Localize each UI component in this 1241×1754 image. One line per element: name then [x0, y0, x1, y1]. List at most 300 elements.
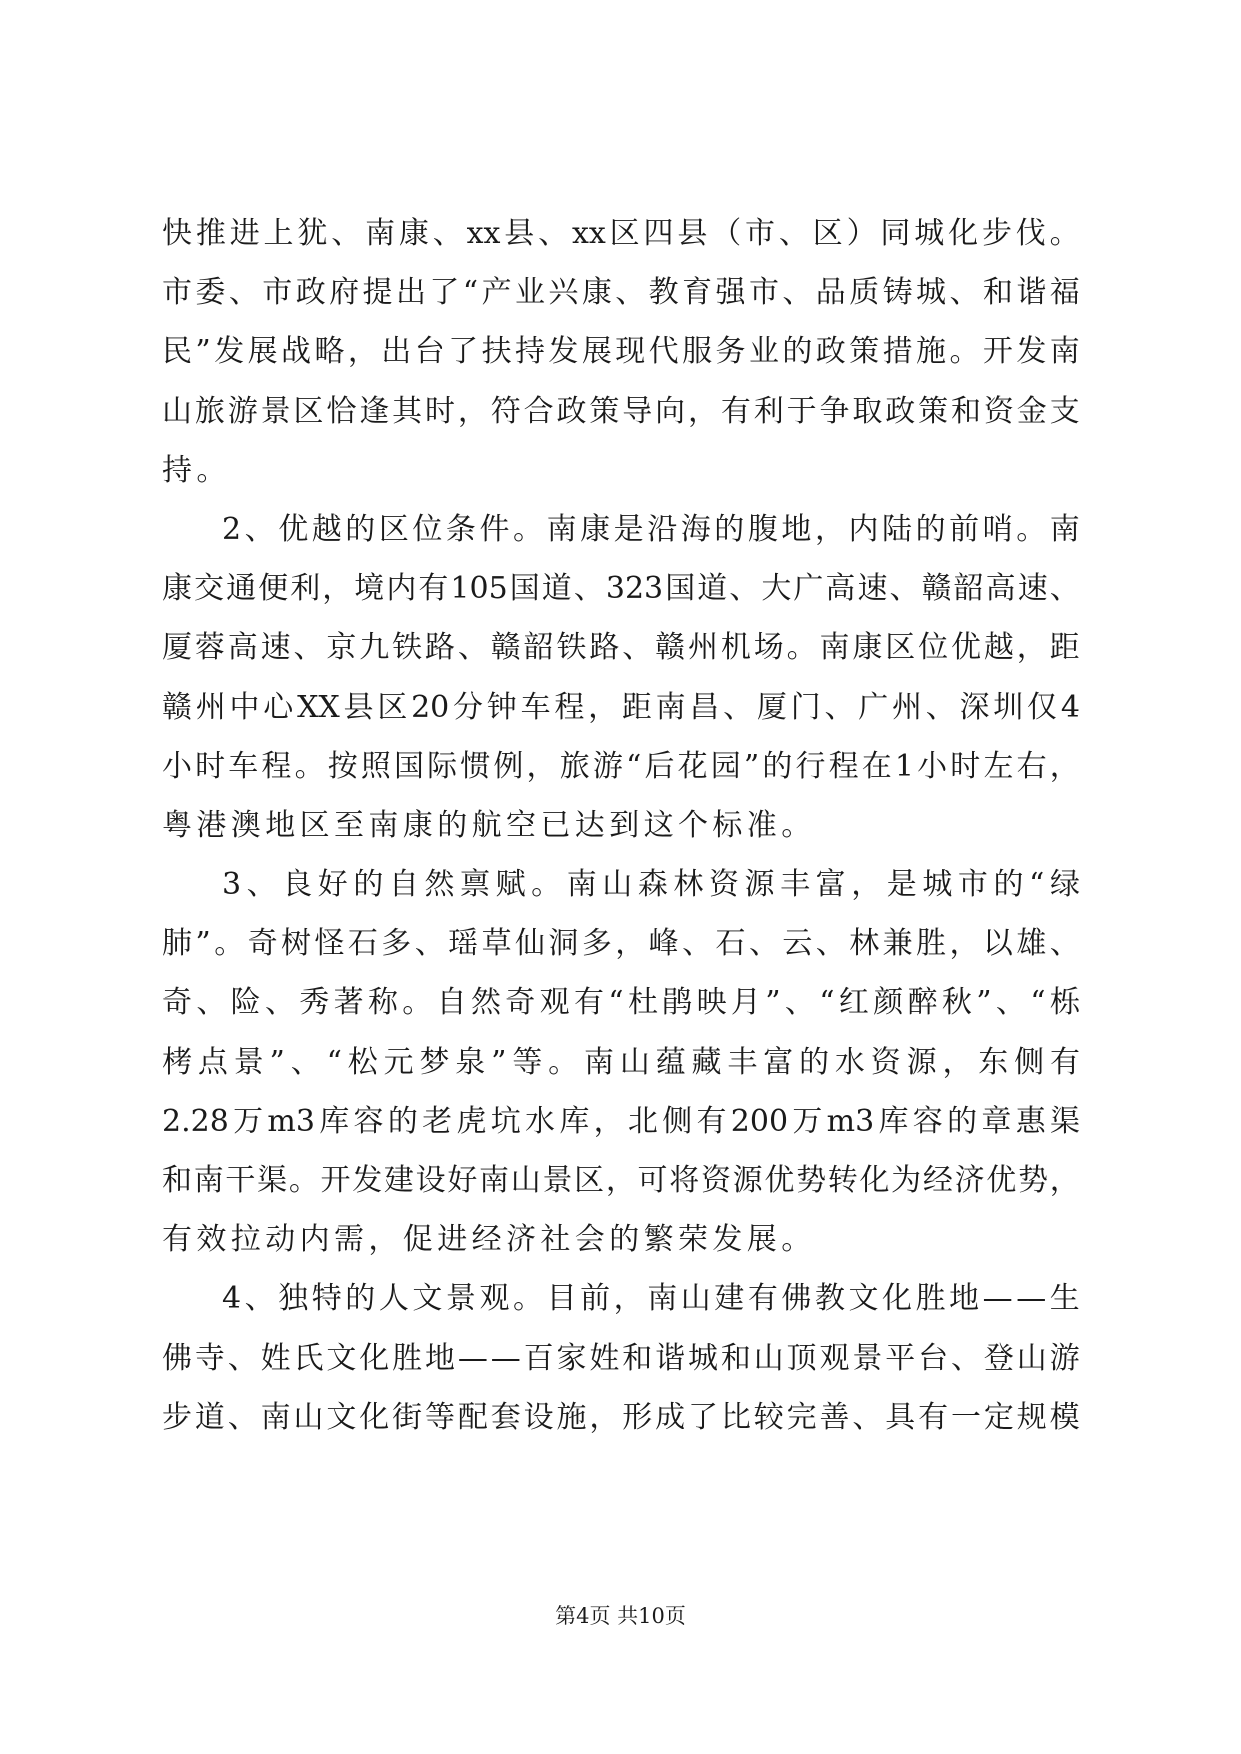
text-glyph: 惠: [1015, 1103, 1046, 1139]
text-glyph: 导: [622, 393, 653, 429]
text-glyph: 自: [436, 985, 467, 1021]
text-glyph: 康: [581, 275, 612, 311]
text-glyph: 街: [392, 1399, 423, 1435]
text-glyph: 绿: [1049, 867, 1080, 903]
text-glyph: 仙: [514, 926, 545, 962]
text-glyph: 源: [732, 1163, 763, 1198]
text-glyph: 南: [260, 1399, 291, 1435]
text-glyph: 施: [916, 334, 947, 370]
text-glyph: 康: [580, 511, 611, 547]
text-glyph: 地: [781, 511, 812, 547]
text-glyph: 等: [425, 1399, 455, 1435]
text-glyph: 经: [922, 1163, 953, 1198]
text-glyph: 强: [715, 275, 746, 311]
text-glyph: 距: [1049, 630, 1080, 666]
text-glyph: 。: [288, 1163, 319, 1198]
text-glyph: 施: [556, 1399, 587, 1435]
text-glyph: 例: [493, 748, 524, 784]
page-number-footer: 第4页 共10页: [555, 1604, 686, 1628]
text-glyph: 市: [745, 216, 776, 251]
text-glyph: 惯: [460, 748, 491, 784]
text-glyph: 山: [162, 393, 192, 429]
text-glyph: 便: [258, 571, 289, 607]
text-glyph: 观: [479, 1281, 510, 1317]
text-glyph: 源: [906, 1044, 937, 1080]
text-glyph: 大: [761, 571, 792, 607]
text-glyph: 州: [891, 689, 922, 725]
text-glyph: 良: [282, 867, 313, 903]
text-glyph: 县: [504, 216, 535, 251]
text-glyph: 转: [827, 1163, 858, 1198]
text-glyph: 产: [481, 275, 512, 311]
text-glyph: 高: [825, 571, 856, 607]
text-glyph: 、: [682, 926, 713, 962]
text-glyph: 氏: [293, 1340, 324, 1376]
text-glyph: 红: [838, 985, 869, 1021]
text-glyph: 内: [386, 571, 417, 607]
text-glyph: 了: [448, 334, 479, 370]
text-glyph: 优: [278, 511, 309, 547]
text-glyph: 山: [602, 867, 633, 903]
text-glyph: 坑: [490, 1103, 521, 1139]
text-glyph: 同: [880, 216, 911, 251]
text-glyph: 。: [513, 1281, 544, 1317]
text-glyph: 姓: [589, 1340, 620, 1376]
text-glyph: 将: [669, 1163, 700, 1198]
text-glyph: 广: [858, 689, 889, 725]
text-glyph: 济: [954, 1163, 985, 1198]
text-glyph: 教: [648, 275, 679, 311]
text-glyph: 时: [950, 748, 981, 784]
text-glyph: 区: [885, 630, 916, 666]
text-glyph: 渠: [257, 1163, 288, 1198]
text-glyph: ，: [688, 393, 718, 429]
text-glyph: 完: [786, 1399, 817, 1435]
text-glyph: 、: [264, 985, 295, 1021]
text-glyph: 套: [490, 1399, 521, 1435]
text-glyph: 。: [1049, 216, 1080, 251]
text-glyph: 交: [194, 571, 225, 607]
text-glyph: 、: [622, 630, 653, 666]
text-glyph: 、: [778, 216, 809, 251]
text-line: [162, 1388, 1080, 1447]
text-glyph: 后: [644, 748, 675, 784]
text-glyph: 出: [395, 275, 426, 311]
text-glyph: 1: [894, 748, 915, 784]
text-glyph: 水: [525, 1103, 556, 1139]
text-glyph: 顶: [786, 1340, 817, 1376]
text-glyph: ，: [615, 926, 646, 962]
text-glyph: 观: [819, 1340, 850, 1376]
text-glyph: 渠: [1049, 1103, 1080, 1139]
text-glyph: m3: [826, 1103, 875, 1139]
text-glyph: 民: [162, 334, 192, 370]
text-glyph: 可: [637, 1163, 668, 1198]
text-line: 有效拉动内需，促进经济社会的繁荣发展。: [162, 1222, 816, 1258]
text-glyph: 和: [982, 275, 1013, 311]
text-glyph: 好: [447, 1163, 478, 1198]
text-glyph: 内: [848, 511, 879, 547]
text-glyph: 策: [918, 393, 949, 429]
text-line: [162, 382, 1080, 441]
text-glyph: 游: [1049, 1340, 1080, 1376]
text-glyph: 速: [1017, 571, 1048, 607]
text-glyph: 然: [424, 867, 455, 903]
text-glyph: 胜: [392, 1340, 423, 1376]
text-glyph: “: [608, 985, 624, 1021]
text-glyph: “: [1029, 867, 1045, 903]
text-glyph: 水: [834, 1044, 865, 1080]
text-glyph: 南: [584, 1044, 614, 1080]
text-glyph: 323: [605, 571, 664, 607]
text-glyph: 程: [261, 748, 292, 784]
text-glyph: 丰: [727, 1044, 758, 1080]
text-glyph: 进: [229, 216, 260, 251]
text-glyph: 2.28: [162, 1103, 229, 1139]
text-glyph: 腹: [747, 511, 778, 547]
text-glyph: 台: [918, 1340, 949, 1376]
text-glyph: 距: [621, 689, 652, 725]
text-glyph: 出: [381, 334, 412, 370]
text-glyph: 配: [457, 1399, 488, 1435]
text-glyph: 兴: [548, 275, 579, 311]
text-glyph: 场: [753, 630, 784, 666]
text-glyph: 开: [320, 1163, 351, 1198]
text-glyph: 优: [986, 1163, 1017, 1198]
text-glyph: 区: [812, 216, 843, 251]
text-glyph: 争: [819, 393, 850, 429]
text-glyph: 前: [580, 1281, 611, 1317]
text-glyph: 符: [490, 393, 521, 429]
text-glyph: 铁: [556, 630, 587, 666]
text-glyph: 泉: [455, 1044, 486, 1080]
text-glyph: 、: [244, 511, 275, 547]
paragraph-first-line: [162, 855, 1080, 914]
text-glyph: 南: [1049, 511, 1080, 547]
text-glyph: 速: [260, 630, 291, 666]
text-glyph: 南: [1049, 334, 1080, 370]
text-glyph: 、: [852, 1399, 883, 1435]
text-glyph: 措: [882, 334, 913, 370]
text-glyph: —: [982, 1281, 1013, 1317]
text-glyph: 资: [870, 1044, 901, 1080]
text-glyph: 金: [1016, 393, 1047, 429]
text-glyph: 右: [1016, 748, 1047, 784]
text-glyph: 旅: [559, 748, 590, 784]
text-glyph: ，: [613, 1281, 644, 1317]
text-glyph: 化: [948, 216, 979, 251]
text-glyph: 京: [326, 630, 357, 666]
text-glyph: 胜: [915, 1281, 946, 1317]
text-glyph: 高: [985, 571, 1016, 607]
text-glyph: 政: [885, 393, 916, 429]
text-glyph: 元: [383, 1044, 414, 1080]
text-glyph: 府: [329, 275, 360, 311]
text-glyph: 九: [359, 630, 390, 666]
text-glyph: 定: [983, 1399, 1014, 1435]
text-glyph: 库: [319, 1103, 350, 1139]
text-glyph: 国: [509, 571, 540, 607]
text-glyph: 丰: [780, 867, 811, 903]
text-glyph: 建: [714, 1281, 745, 1317]
text-glyph: 道: [541, 571, 572, 607]
text-glyph: 小: [162, 748, 192, 784]
text-glyph: 南: [193, 1163, 224, 1198]
text-glyph: 干: [225, 1163, 256, 1198]
text-glyph: 的: [947, 1103, 978, 1139]
text-glyph: 2: [222, 511, 242, 547]
text-glyph: 石: [715, 926, 746, 962]
text-glyph: 国: [393, 748, 424, 784]
text-glyph: 路: [589, 630, 620, 666]
text-glyph: 策: [849, 334, 880, 370]
text-glyph: 游: [592, 748, 623, 784]
text-glyph: 推: [195, 216, 226, 251]
text-glyph: 利: [753, 393, 784, 429]
text-glyph: 前: [949, 511, 980, 547]
text-glyph: 形: [622, 1399, 653, 1435]
text-glyph: 开: [982, 334, 1013, 370]
text-glyph: 于: [786, 393, 817, 429]
text-glyph: 扶: [481, 334, 512, 370]
text-glyph: 政: [556, 393, 587, 429]
text-glyph: 、: [824, 689, 855, 725]
text-glyph: 称: [367, 985, 398, 1021]
text-glyph: 、: [432, 216, 463, 251]
text-glyph: 赣: [655, 630, 686, 666]
text-glyph: 赣: [921, 571, 952, 607]
text-glyph: 、: [246, 867, 277, 903]
text-glyph: 件: [479, 511, 510, 547]
text-glyph: m3: [267, 1103, 315, 1139]
text-glyph: 奇: [247, 926, 278, 962]
text-glyph: 东: [978, 1044, 1009, 1080]
text-glyph: 、: [228, 275, 259, 311]
text-glyph: 杜: [627, 985, 658, 1021]
text-glyph: 优: [951, 630, 981, 666]
text-glyph: 发: [214, 334, 245, 370]
text-glyph: 和: [622, 1340, 653, 1376]
text-glyph: 景: [260, 393, 291, 429]
text-glyph: 、: [1049, 571, 1080, 607]
text-glyph: 城: [916, 275, 947, 311]
text-glyph: 点: [197, 1044, 228, 1080]
text-glyph: 醉: [907, 985, 938, 1021]
text-glyph: 秀: [299, 985, 330, 1021]
text-glyph: 越: [983, 630, 1014, 666]
text-glyph: 家: [556, 1340, 587, 1376]
text-glyph: 的: [345, 511, 376, 547]
text-glyph: 富: [763, 1044, 794, 1080]
text-glyph: 地: [949, 1281, 980, 1317]
text-glyph: 南: [365, 216, 396, 251]
text-glyph: 和: [720, 1340, 751, 1376]
text-glyph: xx: [466, 216, 501, 251]
text-glyph: 松: [347, 1044, 378, 1080]
text-glyph: 3: [222, 867, 242, 903]
text-glyph: 寺: [194, 1340, 225, 1376]
text-glyph: 四: [643, 216, 674, 251]
text-glyph: （: [711, 216, 742, 251]
text-glyph: 。: [294, 748, 325, 784]
text-glyph: 势: [1017, 1163, 1048, 1198]
text-glyph: 等: [512, 1044, 543, 1080]
text-glyph: 资: [983, 393, 1014, 429]
text-glyph: 库: [559, 1103, 590, 1139]
text-glyph: ”: [195, 334, 211, 370]
text-glyph: 韶: [953, 571, 984, 607]
text-glyph: 。: [402, 985, 433, 1021]
text-glyph: 云: [782, 926, 813, 962]
text-line: [162, 737, 1080, 796]
text-glyph: 境: [354, 571, 385, 607]
text-glyph: 的: [993, 867, 1024, 903]
text-glyph: 务: [715, 334, 746, 370]
text-glyph: 程: [828, 748, 859, 784]
text-glyph: “: [625, 748, 642, 784]
text-glyph: 200: [730, 1103, 789, 1139]
text-glyph: 生: [1049, 1281, 1080, 1317]
text-glyph: ，: [1049, 1163, 1080, 1198]
text-glyph: xx: [571, 216, 606, 251]
text-glyph: 、: [925, 689, 956, 725]
text-glyph: ，: [593, 1103, 624, 1139]
text-glyph: 道: [194, 1399, 225, 1435]
text-glyph: 谐: [655, 1340, 686, 1376]
text-glyph: 容: [912, 1103, 943, 1139]
text-glyph: 其: [392, 393, 423, 429]
text-glyph: 利: [290, 571, 321, 607]
text-glyph: 州: [195, 689, 226, 725]
paragraph-first-line: [162, 1269, 1080, 1328]
text-glyph: 位: [412, 511, 443, 547]
text-glyph: 的: [782, 334, 813, 370]
text-glyph: ，: [942, 1044, 973, 1080]
text-glyph: 侧: [662, 1103, 693, 1139]
text-glyph: 市: [262, 275, 293, 311]
text-glyph: 峰: [648, 926, 679, 962]
text-glyph: 州: [688, 630, 718, 666]
text-glyph: 著: [333, 985, 364, 1021]
text-glyph: 山: [753, 1340, 784, 1376]
text-glyph: “: [326, 1044, 342, 1080]
text-glyph: 树: [281, 926, 312, 962]
text-glyph: 山: [1016, 1340, 1047, 1376]
text-glyph: 县: [677, 216, 708, 251]
text-glyph: 业: [748, 334, 779, 370]
text-glyph: 厦: [162, 630, 192, 666]
text-glyph: 在: [861, 748, 892, 784]
text-glyph: 草: [481, 926, 512, 962]
text-glyph: 禀: [460, 867, 491, 903]
text-line: [162, 1329, 1080, 1388]
text-glyph: 广: [793, 571, 824, 607]
text-glyph: 政: [815, 334, 846, 370]
text-glyph: 区: [377, 689, 408, 725]
text-glyph: 分: [453, 689, 484, 725]
text-glyph: 胜: [916, 926, 947, 962]
text-glyph: 北: [627, 1103, 658, 1139]
text-glyph: 林: [849, 926, 880, 962]
text-glyph: 洞: [548, 926, 579, 962]
text-glyph: 区: [293, 393, 324, 429]
text-glyph: 具: [885, 1399, 916, 1435]
text-glyph: 为: [891, 1163, 922, 1198]
text-glyph: 建: [383, 1163, 414, 1198]
text-glyph: ”: [269, 1044, 285, 1080]
text-glyph: 海: [680, 511, 711, 547]
text-glyph: 。: [531, 867, 562, 903]
text-glyph: 规: [1016, 1399, 1047, 1435]
text-glyph: 合: [523, 393, 554, 429]
text-glyph: ”: [491, 1044, 507, 1080]
text-glyph: 、: [889, 571, 920, 607]
text-glyph: ，: [949, 926, 980, 962]
text-glyph: 库: [878, 1103, 909, 1139]
text-line: [162, 322, 1080, 381]
text-glyph: 机: [720, 630, 751, 666]
text-glyph: 文: [848, 1281, 879, 1317]
text-glyph: 步: [162, 1399, 192, 1435]
text-glyph: 佛: [781, 1281, 812, 1317]
text-glyph: 城: [922, 867, 953, 903]
text-glyph: 南: [647, 1281, 678, 1317]
text-glyph: 人: [378, 1281, 409, 1317]
text-glyph: 独: [278, 1281, 309, 1317]
text-glyph: 雄: [1016, 926, 1047, 962]
text-glyph: 的: [799, 1044, 830, 1080]
text-glyph: ，: [588, 689, 619, 725]
text-glyph: 资: [708, 867, 739, 903]
text-glyph: 。: [214, 926, 245, 962]
text-glyph: 多: [381, 926, 412, 962]
text-glyph: 。: [548, 1044, 579, 1080]
text-glyph: 的: [915, 511, 946, 547]
text-glyph: 犹: [297, 216, 328, 251]
text-glyph: 台: [414, 334, 445, 370]
text-glyph: 栎: [1049, 985, 1080, 1021]
text-glyph: 城: [914, 216, 945, 251]
text-glyph: 和: [951, 393, 981, 429]
text-glyph: 钟: [486, 689, 517, 725]
text-glyph: 昌: [689, 689, 720, 725]
text-glyph: 肺: [162, 926, 192, 962]
text-glyph: 、: [748, 926, 779, 962]
text-glyph: 资: [700, 1163, 731, 1198]
text-glyph: ，: [814, 511, 845, 547]
text-glyph: 蓉: [194, 630, 225, 666]
text-glyph: 有: [720, 393, 751, 429]
text-glyph: 发: [1016, 334, 1047, 370]
text-glyph: 兼: [882, 926, 913, 962]
text-glyph: 万: [233, 1103, 264, 1139]
text-glyph: 文: [412, 1281, 443, 1317]
text-glyph: 国: [665, 571, 696, 607]
text-glyph: 和: [162, 1163, 192, 1198]
text-glyph: 哨: [982, 511, 1013, 547]
text-glyph: 佛: [162, 1340, 192, 1376]
text-glyph: 设: [415, 1163, 446, 1198]
text-glyph: 山: [619, 1044, 650, 1080]
text-glyph: 略: [314, 334, 345, 370]
text-glyph: 了: [429, 275, 460, 311]
text-glyph: 门: [790, 689, 821, 725]
text-glyph: 一: [951, 1399, 981, 1435]
text-glyph: 105: [450, 571, 508, 607]
text-glyph: 陆: [882, 511, 913, 547]
text-glyph: 的: [387, 1103, 418, 1139]
text-glyph: 森: [637, 867, 668, 903]
